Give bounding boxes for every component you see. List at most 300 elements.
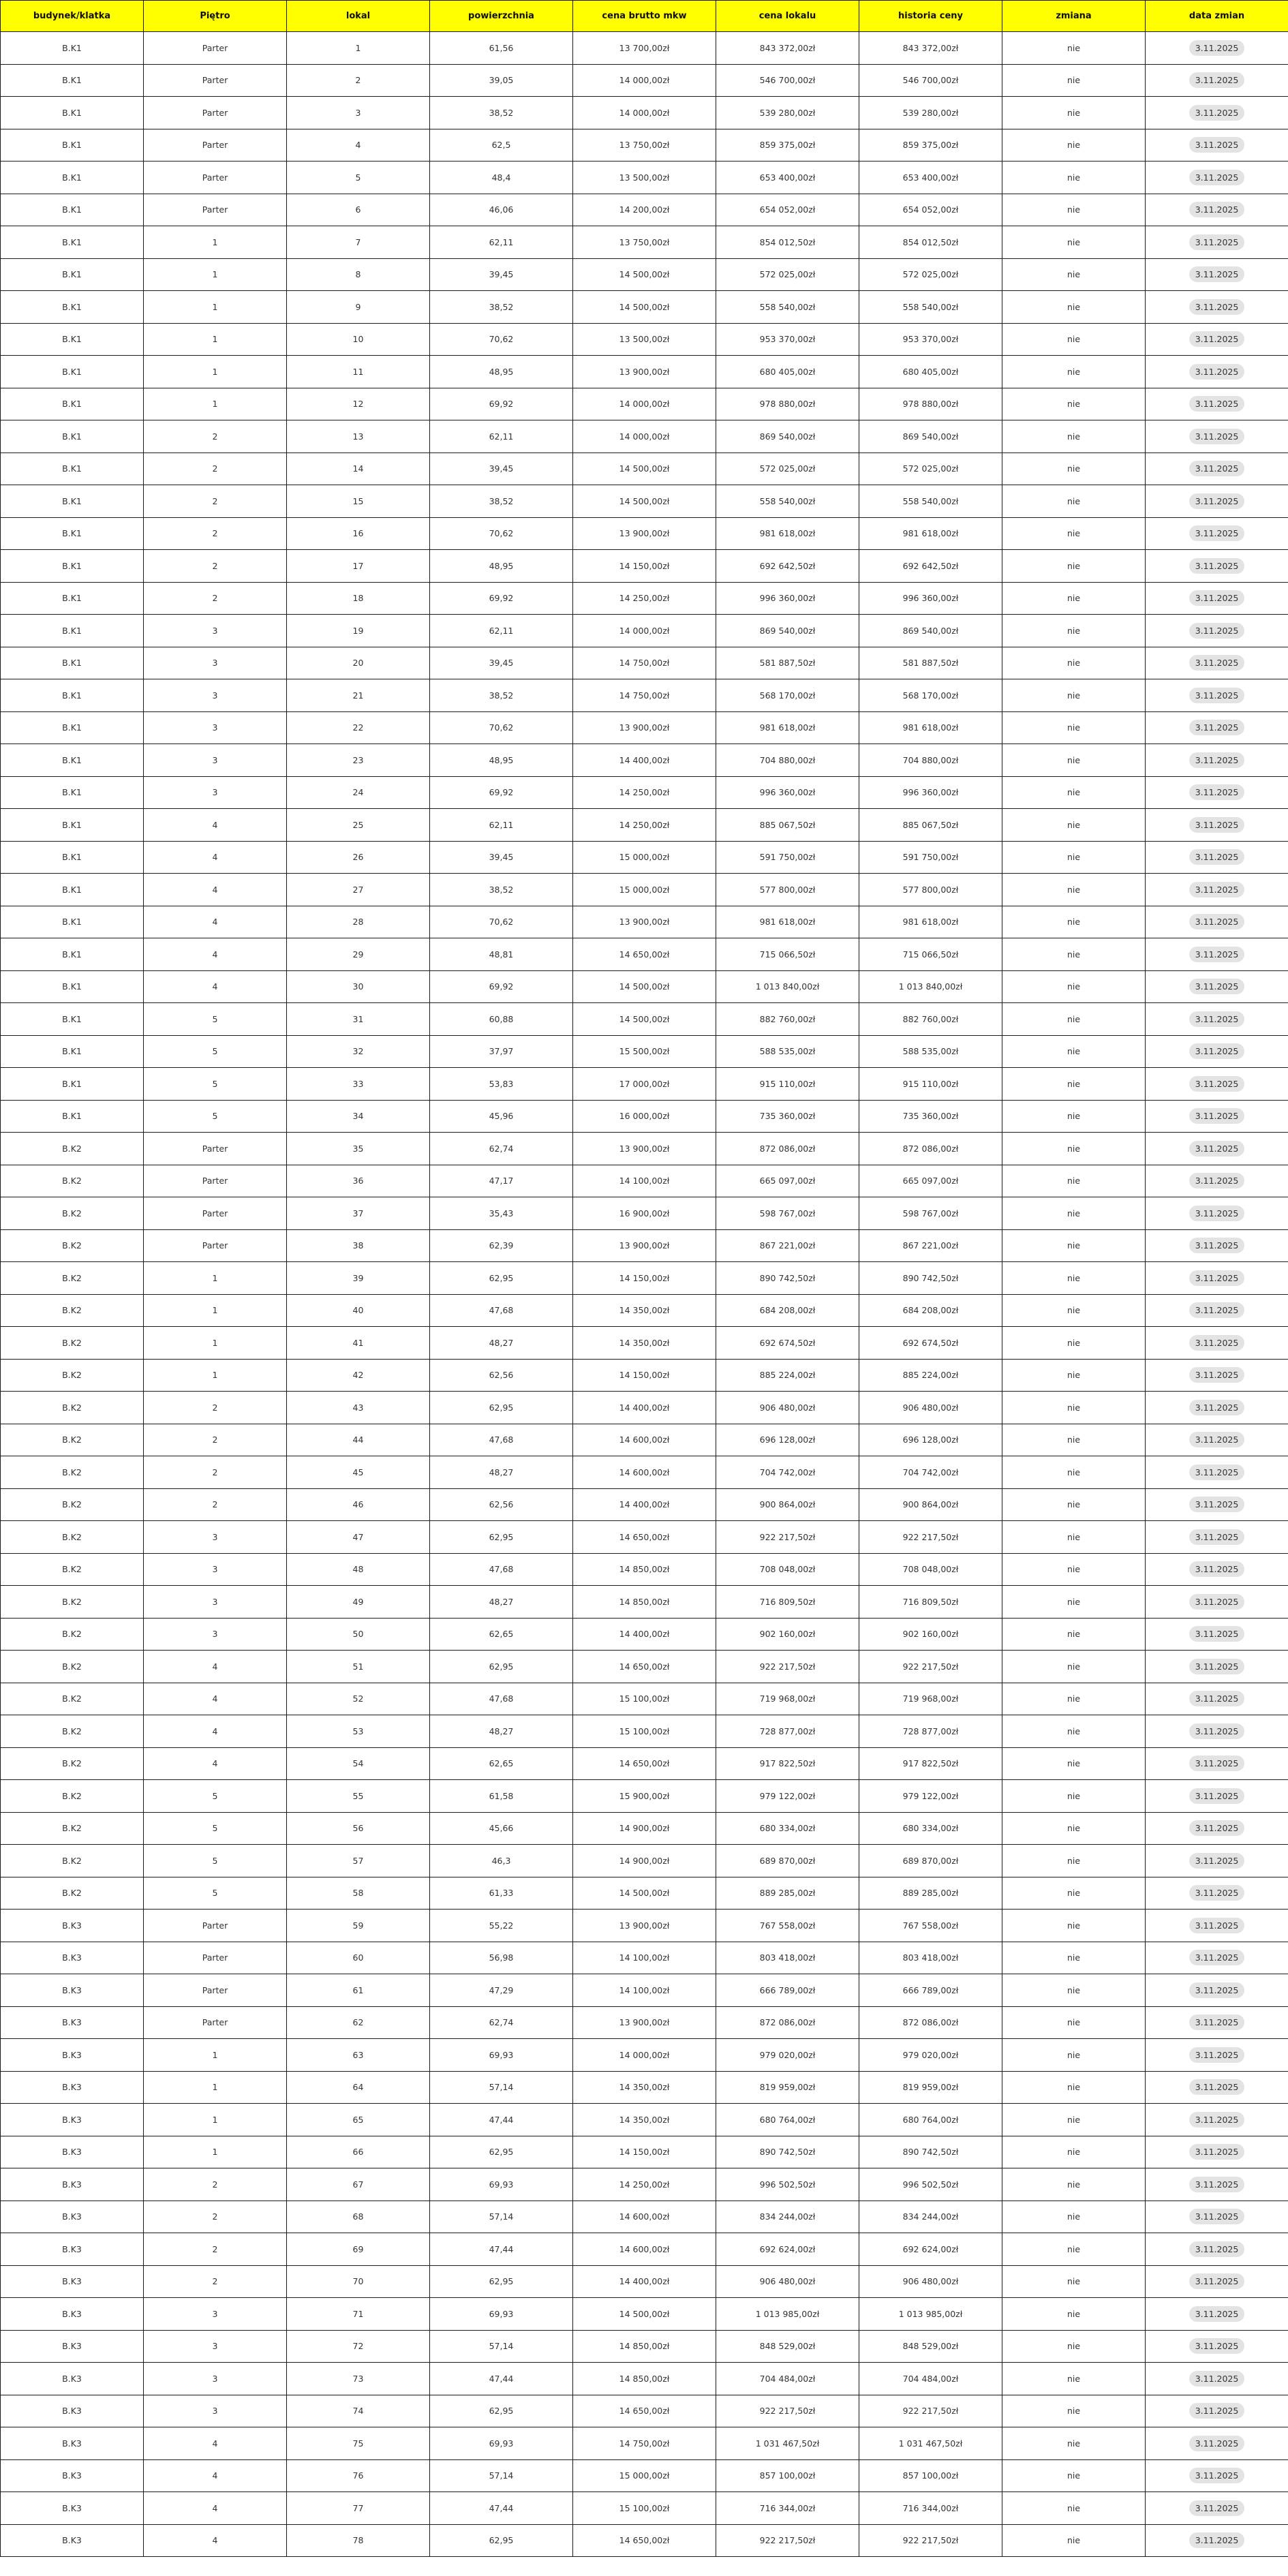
cell-cena-brutto-mkw: 14 600,00zł: [573, 2233, 716, 2266]
date-badge: 3.11.2025: [1189, 623, 1245, 639]
cell-lokal: 11: [287, 356, 430, 388]
cell-lokal: 76: [287, 2459, 430, 2492]
cell-zmiana: nie: [1002, 194, 1146, 226]
cell-zmiana: nie: [1002, 615, 1146, 647]
cell-data-zmian: [1146, 2492, 1288, 2525]
cell-cena-lokalu: 572 025,00zł: [716, 453, 859, 485]
cell-powierzchnia: 45,96: [430, 1100, 573, 1133]
table-row: [1, 841, 1288, 874]
cell-lokal: 13: [287, 420, 430, 453]
cell-cena-lokalu: 922 217,50zł: [716, 2524, 859, 2557]
cell-cena-brutto-mkw: 13 750,00zł: [573, 129, 716, 162]
cell-budynek-klatka: B.K1: [1, 906, 144, 938]
cell-lokal: 1: [287, 32, 430, 65]
cell-data-zmian: [1146, 2071, 1288, 2104]
cell-zmiana: nie: [1002, 711, 1146, 744]
cell-cena-brutto-mkw: 14 200,00zł: [573, 194, 716, 226]
cell-powierzchnia: 62,56: [430, 1488, 573, 1521]
date-badge: 3.11.2025: [1189, 1755, 1245, 1771]
cell-historia-ceny: 680 764,00zł: [859, 2104, 1002, 2136]
table-row: [1, 194, 1288, 226]
header-zmiana[interactable]: zmiana: [1002, 1, 1146, 32]
cell-data-zmian: [1146, 1359, 1288, 1392]
cell-historia-ceny: 716 344,00zł: [859, 2492, 1002, 2525]
date-badge: 3.11.2025: [1189, 396, 1245, 412]
cell-pietro: 1: [144, 323, 287, 356]
cell-powierzchnia: 69,93: [430, 2298, 573, 2331]
table-row: [1, 2330, 1288, 2363]
cell-cena-brutto-mkw: 14 250,00zł: [573, 582, 716, 615]
table-row: [1, 1262, 1288, 1295]
cell-zmiana: nie: [1002, 1877, 1146, 1910]
date-badge: 3.11.2025: [1189, 2014, 1245, 2030]
cell-powierzchnia: 69,93: [430, 2427, 573, 2460]
cell-data-zmian: [1146, 1229, 1288, 1262]
cell-lokal: 41: [287, 1327, 430, 1360]
cell-pietro: 4: [144, 809, 287, 842]
table-row: [1, 776, 1288, 809]
cell-powierzchnia: 47,44: [430, 2233, 573, 2266]
cell-historia-ceny: 654 052,00zł: [859, 194, 1002, 226]
cell-historia-ceny: 558 540,00zł: [859, 291, 1002, 324]
cell-zmiana: nie: [1002, 1715, 1146, 1748]
cell-historia-ceny: 889 285,00zł: [859, 1877, 1002, 1910]
date-badge: 3.11.2025: [1189, 1529, 1245, 1545]
header-powierzchnia[interactable]: powierzchnia: [430, 1, 573, 32]
cell-historia-ceny: 996 360,00zł: [859, 776, 1002, 809]
cell-data-zmian: [1146, 1488, 1288, 1521]
cell-budynek-klatka: B.K1: [1, 453, 144, 485]
cell-zmiana: nie: [1002, 258, 1146, 291]
cell-lokal: 46: [287, 1488, 430, 1521]
cell-budynek-klatka: B.K1: [1, 162, 144, 194]
cell-budynek-klatka: B.K3: [1, 1942, 144, 1974]
cell-pietro: 2: [144, 550, 287, 583]
cell-budynek-klatka: B.K1: [1, 517, 144, 550]
cell-pietro: 1: [144, 2071, 287, 2104]
cell-cena-lokalu: 704 484,00zł: [716, 2363, 859, 2395]
cell-pietro: Parter: [144, 1229, 287, 1262]
table-row: [1, 1715, 1288, 1748]
cell-budynek-klatka: B.K2: [1, 1294, 144, 1327]
cell-cena-lokalu: 922 217,50zł: [716, 2395, 859, 2427]
cell-lokal: 27: [287, 874, 430, 906]
cell-historia-ceny: 735 360,00zł: [859, 1100, 1002, 1133]
table-row: [1, 744, 1288, 777]
cell-cena-lokalu: 922 217,50zł: [716, 1651, 859, 1683]
date-badge: 3.11.2025: [1189, 1076, 1245, 1092]
cell-lokal: 34: [287, 1100, 430, 1133]
cell-cena-lokalu: 735 360,00zł: [716, 1100, 859, 1133]
table-row: [1, 1133, 1288, 1165]
header-pietro[interactable]: Piętro: [144, 1, 287, 32]
table-row: [1, 162, 1288, 194]
cell-powierzchnia: 46,06: [430, 194, 573, 226]
table-row: [1, 1392, 1288, 1424]
cell-powierzchnia: 62,65: [430, 1747, 573, 1780]
cell-cena-brutto-mkw: 14 250,00zł: [573, 776, 716, 809]
table-row: [1, 2039, 1288, 2072]
date-badge: 3.11.2025: [1189, 202, 1245, 217]
cell-budynek-klatka: B.K3: [1, 2395, 144, 2427]
cell-cena-lokalu: 680 334,00zł: [716, 1812, 859, 1845]
cell-pietro: Parter: [144, 1974, 287, 2007]
cell-lokal: 14: [287, 453, 430, 485]
cell-powierzchnia: 39,45: [430, 647, 573, 679]
cell-data-zmian: [1146, 1747, 1288, 1780]
cell-powierzchnia: 38,52: [430, 874, 573, 906]
cell-lokal: 20: [287, 647, 430, 679]
cell-budynek-klatka: B.K3: [1, 2492, 144, 2525]
cell-data-zmian: [1146, 2524, 1288, 2557]
cell-cena-lokalu: 867 221,00zł: [716, 1229, 859, 1262]
header-data-zmian[interactable]: data zmian: [1146, 1, 1288, 32]
cell-cena-brutto-mkw: 13 900,00zł: [573, 1229, 716, 1262]
cell-historia-ceny: 885 067,50zł: [859, 809, 1002, 842]
date-badge: 3.11.2025: [1189, 1238, 1245, 1253]
cell-data-zmian: [1146, 388, 1288, 420]
cell-zmiana: nie: [1002, 1133, 1146, 1165]
cell-cena-lokalu: 922 217,50zł: [716, 1521, 859, 1554]
cell-historia-ceny: 558 540,00zł: [859, 485, 1002, 518]
cell-cena-lokalu: 885 224,00zł: [716, 1359, 859, 1392]
cell-data-zmian: [1146, 679, 1288, 712]
header-budynek-klatka[interactable]: budynek/klatka: [1, 1, 144, 32]
cell-zmiana: nie: [1002, 1100, 1146, 1133]
table-row: [1, 453, 1288, 485]
cell-historia-ceny: 591 750,00zł: [859, 841, 1002, 874]
cell-historia-ceny: 689 870,00zł: [859, 1845, 1002, 1877]
cell-historia-ceny: 917 822,50zł: [859, 1747, 1002, 1780]
cell-budynek-klatka: B.K1: [1, 64, 144, 97]
table-row: [1, 2395, 1288, 2427]
cell-pietro: 2: [144, 2168, 287, 2201]
table-row: [1, 582, 1288, 615]
cell-budynek-klatka: B.K3: [1, 2039, 144, 2072]
cell-pietro: Parter: [144, 162, 287, 194]
cell-cena-brutto-mkw: 14 500,00zł: [573, 258, 716, 291]
cell-zmiana: nie: [1002, 1812, 1146, 1845]
cell-budynek-klatka: B.K1: [1, 582, 144, 615]
cell-pietro: 2: [144, 485, 287, 518]
cell-pietro: 1: [144, 1359, 287, 1392]
cell-cena-lokalu: 539 280,00zł: [716, 97, 859, 129]
cell-budynek-klatka: B.K3: [1, 2524, 144, 2557]
cell-cena-brutto-mkw: 13 900,00zł: [573, 1133, 716, 1165]
cell-powierzchnia: 45,66: [430, 1812, 573, 1845]
cell-historia-ceny: 981 618,00zł: [859, 711, 1002, 744]
date-badge: 3.11.2025: [1189, 655, 1245, 671]
cell-cena-brutto-mkw: 14 350,00zł: [573, 2071, 716, 2104]
cell-zmiana: nie: [1002, 1910, 1146, 1942]
table-row: [1, 2298, 1288, 2331]
date-badge: 3.11.2025: [1189, 1950, 1245, 1965]
cell-zmiana: nie: [1002, 906, 1146, 938]
date-badge: 3.11.2025: [1189, 137, 1245, 153]
cell-cena-brutto-mkw: 13 900,00zł: [573, 356, 716, 388]
cell-zmiana: nie: [1002, 323, 1146, 356]
cell-pietro: 5: [144, 1035, 287, 1068]
cell-cena-lokalu: 558 540,00zł: [716, 291, 859, 324]
cell-cena-lokalu: 689 870,00zł: [716, 1845, 859, 1877]
cell-powierzchnia: 35,43: [430, 1197, 573, 1230]
table-row: [1, 906, 1288, 938]
cell-pietro: 4: [144, 2427, 287, 2460]
cell-powierzchnia: 48,27: [430, 1715, 573, 1748]
cell-data-zmian: [1146, 1586, 1288, 1619]
cell-lokal: 60: [287, 1942, 430, 1974]
cell-budynek-klatka: B.K1: [1, 744, 144, 777]
cell-cena-brutto-mkw: 15 900,00zł: [573, 1780, 716, 1813]
cell-budynek-klatka: B.K1: [1, 258, 144, 291]
cell-powierzchnia: 62,95: [430, 1392, 573, 1424]
cell-cena-lokalu: 917 822,50zł: [716, 1747, 859, 1780]
date-badge: 3.11.2025: [1189, 558, 1245, 574]
cell-cena-lokalu: 581 887,50zł: [716, 647, 859, 679]
cell-cena-brutto-mkw: 14 750,00zł: [573, 647, 716, 679]
cell-data-zmian: [1146, 1553, 1288, 1586]
cell-pietro: 3: [144, 615, 287, 647]
cell-historia-ceny: 716 809,50zł: [859, 1586, 1002, 1619]
cell-budynek-klatka: B.K3: [1, 2427, 144, 2460]
cell-lokal: 39: [287, 1262, 430, 1295]
cell-zmiana: nie: [1002, 809, 1146, 842]
cell-zmiana: nie: [1002, 938, 1146, 971]
cell-zmiana: nie: [1002, 2459, 1146, 2492]
cell-cena-lokalu: 680 405,00zł: [716, 356, 859, 388]
cell-cena-lokalu: 979 020,00zł: [716, 2039, 859, 2072]
header-cena-brutto-mkw[interactable]: cena brutto mkw: [573, 1, 716, 32]
cell-pietro: Parter: [144, 1910, 287, 1942]
cell-pietro: 3: [144, 1553, 287, 1586]
cell-budynek-klatka: B.K2: [1, 1651, 144, 1683]
cell-data-zmian: [1146, 485, 1288, 518]
header-cena-lokalu[interactable]: cena lokalu: [716, 1, 859, 32]
cell-cena-lokalu: 591 750,00zł: [716, 841, 859, 874]
cell-powierzchnia: 62,56: [430, 1359, 573, 1392]
cell-budynek-klatka: B.K1: [1, 1003, 144, 1036]
date-badge: 3.11.2025: [1189, 914, 1245, 930]
cell-data-zmian: [1146, 2039, 1288, 2072]
cell-zmiana: nie: [1002, 1942, 1146, 1974]
cell-data-zmian: [1146, 2265, 1288, 2298]
cell-lokal: 74: [287, 2395, 430, 2427]
header-lokal[interactable]: lokal: [287, 1, 430, 32]
cell-budynek-klatka: B.K2: [1, 1521, 144, 1554]
cell-zmiana: nie: [1002, 2298, 1146, 2331]
date-badge: 3.11.2025: [1189, 882, 1245, 898]
cell-powierzchnia: 57,14: [430, 2071, 573, 2104]
date-badge: 3.11.2025: [1189, 525, 1245, 541]
cell-powierzchnia: 48,95: [430, 744, 573, 777]
cell-budynek-klatka: B.K1: [1, 1100, 144, 1133]
date-badge: 3.11.2025: [1189, 784, 1245, 800]
date-badge: 3.11.2025: [1189, 2209, 1245, 2224]
cell-cena-brutto-mkw: 14 500,00zł: [573, 1877, 716, 1910]
cell-lokal: 37: [287, 1197, 430, 1230]
date-badge: 3.11.2025: [1189, 1788, 1245, 1804]
cell-lokal: 56: [287, 1812, 430, 1845]
cell-zmiana: nie: [1002, 162, 1146, 194]
cell-budynek-klatka: B.K1: [1, 1035, 144, 1068]
cell-data-zmian: [1146, 1910, 1288, 1942]
date-badge: 3.11.2025: [1189, 2436, 1245, 2451]
date-badge: 3.11.2025: [1189, 1561, 1245, 1577]
cell-lokal: 61: [287, 1974, 430, 2007]
cell-zmiana: nie: [1002, 1359, 1146, 1392]
cell-historia-ceny: 843 372,00zł: [859, 32, 1002, 65]
date-badge: 3.11.2025: [1189, 2500, 1245, 2516]
table-row: [1, 1197, 1288, 1230]
cell-powierzchnia: 48,4: [430, 162, 573, 194]
cell-budynek-klatka: B.K1: [1, 647, 144, 679]
cell-cena-lokalu: 728 877,00zł: [716, 1715, 859, 1748]
cell-lokal: 5: [287, 162, 430, 194]
cell-historia-ceny: 696 128,00zł: [859, 1424, 1002, 1456]
cell-cena-brutto-mkw: 14 650,00zł: [573, 938, 716, 971]
table-row: [1, 2524, 1288, 2557]
cell-data-zmian: [1146, 64, 1288, 97]
header-row: [1, 1, 1288, 32]
date-badge: 3.11.2025: [1189, 1820, 1245, 1836]
table-row: [1, 1359, 1288, 1392]
cell-historia-ceny: 996 502,50zł: [859, 2168, 1002, 2201]
cell-data-zmian: [1146, 711, 1288, 744]
date-badge: 3.11.2025: [1189, 1432, 1245, 1447]
date-badge: 3.11.2025: [1189, 2306, 1245, 2322]
cell-cena-lokalu: 889 285,00zł: [716, 1877, 859, 1910]
cell-cena-lokalu: 558 540,00zł: [716, 485, 859, 518]
cell-cena-brutto-mkw: 14 350,00zł: [573, 1327, 716, 1360]
cell-historia-ceny: 979 020,00zł: [859, 2039, 1002, 2072]
date-badge: 3.11.2025: [1189, 1594, 1245, 1610]
cell-historia-ceny: 1 031 467,50zł: [859, 2427, 1002, 2460]
date-badge: 3.11.2025: [1189, 2144, 1245, 2160]
cell-pietro: 4: [144, 841, 287, 874]
table-row: [1, 1553, 1288, 1586]
cell-cena-lokalu: 869 540,00zł: [716, 615, 859, 647]
cell-cena-lokalu: 848 529,00zł: [716, 2330, 859, 2363]
table-row: [1, 1747, 1288, 1780]
cell-cena-brutto-mkw: 13 900,00zł: [573, 906, 716, 938]
date-badge: 3.11.2025: [1189, 590, 1245, 606]
cell-data-zmian: [1146, 2395, 1288, 2427]
table-row: [1, 1488, 1288, 1521]
cell-data-zmian: [1146, 938, 1288, 971]
cell-cena-lokalu: 803 418,00zł: [716, 1942, 859, 1974]
cell-data-zmian: [1146, 1068, 1288, 1101]
table-row: [1, 2006, 1288, 2039]
cell-budynek-klatka: B.K2: [1, 1488, 144, 1521]
table-row: [1, 226, 1288, 259]
cell-historia-ceny: 692 642,50zł: [859, 550, 1002, 583]
date-badge: 3.11.2025: [1189, 1400, 1245, 1415]
cell-lokal: 48: [287, 1553, 430, 1586]
cell-pietro: 4: [144, 2459, 287, 2492]
table-row: [1, 1845, 1288, 1877]
cell-cena-lokalu: 872 086,00zł: [716, 2006, 859, 2039]
table-row: [1, 2136, 1288, 2168]
cell-pietro: 5: [144, 1100, 287, 1133]
cell-pietro: 2: [144, 2265, 287, 2298]
table-row: [1, 1068, 1288, 1101]
date-badge: 3.11.2025: [1189, 688, 1245, 703]
cell-budynek-klatka: B.K1: [1, 388, 144, 420]
cell-powierzchnia: 38,52: [430, 291, 573, 324]
cell-historia-ceny: 869 540,00zł: [859, 420, 1002, 453]
cell-cena-lokalu: 978 880,00zł: [716, 388, 859, 420]
cell-zmiana: nie: [1002, 129, 1146, 162]
table-row: [1, 1812, 1288, 1845]
cell-budynek-klatka: B.K1: [1, 291, 144, 324]
cell-cena-brutto-mkw: 14 750,00zł: [573, 679, 716, 712]
cell-historia-ceny: 704 742,00zł: [859, 1456, 1002, 1489]
cell-powierzchnia: 39,45: [430, 258, 573, 291]
cell-powierzchnia: 62,95: [430, 2265, 573, 2298]
cell-cena-lokalu: 598 767,00zł: [716, 1197, 859, 1230]
cell-cena-brutto-mkw: 14 500,00zł: [573, 2298, 716, 2331]
date-badge: 3.11.2025: [1189, 817, 1245, 833]
cell-lokal: 9: [287, 291, 430, 324]
cell-lokal: 66: [287, 2136, 430, 2168]
cell-powierzchnia: 57,14: [430, 2330, 573, 2363]
cell-zmiana: nie: [1002, 1553, 1146, 1586]
date-badge: 3.11.2025: [1189, 170, 1245, 185]
cell-data-zmian: [1146, 1133, 1288, 1165]
cell-powierzchnia: 69,93: [430, 2039, 573, 2072]
cell-powierzchnia: 39,05: [430, 64, 573, 97]
cell-historia-ceny: 848 529,00zł: [859, 2330, 1002, 2363]
cell-zmiana: nie: [1002, 1262, 1146, 1295]
cell-pietro: 5: [144, 1812, 287, 1845]
date-badge: 3.11.2025: [1189, 979, 1245, 994]
table-row: [1, 2233, 1288, 2266]
cell-cena-brutto-mkw: 14 500,00zł: [573, 970, 716, 1003]
cell-powierzchnia: 69,92: [430, 582, 573, 615]
cell-pietro: Parter: [144, 1165, 287, 1197]
cell-cena-brutto-mkw: 14 350,00zł: [573, 1294, 716, 1327]
cell-data-zmian: [1146, 194, 1288, 226]
cell-pietro: 1: [144, 226, 287, 259]
date-badge: 3.11.2025: [1189, 1982, 1245, 1998]
cell-cena-brutto-mkw: 13 700,00zł: [573, 32, 716, 65]
cell-cena-lokalu: 654 052,00zł: [716, 194, 859, 226]
cell-budynek-klatka: B.K1: [1, 711, 144, 744]
table-row: [1, 1780, 1288, 1813]
cell-zmiana: nie: [1002, 1456, 1146, 1489]
cell-historia-ceny: 915 110,00zł: [859, 1068, 1002, 1101]
cell-budynek-klatka: B.K2: [1, 1845, 144, 1877]
date-badge: 3.11.2025: [1189, 1043, 1245, 1059]
cell-lokal: 78: [287, 2524, 430, 2557]
cell-pietro: 2: [144, 1392, 287, 1424]
cell-cena-brutto-mkw: 14 850,00zł: [573, 2330, 716, 2363]
cell-powierzchnia: 37,97: [430, 1035, 573, 1068]
cell-budynek-klatka: B.K1: [1, 874, 144, 906]
date-badge: 3.11.2025: [1189, 429, 1245, 444]
cell-cena-brutto-mkw: 14 900,00zł: [573, 1845, 716, 1877]
cell-cena-lokalu: 704 742,00zł: [716, 1456, 859, 1489]
date-badge: 3.11.2025: [1189, 461, 1245, 476]
cell-budynek-klatka: B.K2: [1, 1618, 144, 1651]
cell-historia-ceny: 981 618,00zł: [859, 906, 1002, 938]
cell-zmiana: nie: [1002, 2363, 1146, 2395]
cell-zmiana: nie: [1002, 1845, 1146, 1877]
header-historia-ceny[interactable]: historia ceny: [859, 1, 1002, 32]
cell-cena-lokalu: 665 097,00zł: [716, 1165, 859, 1197]
cell-historia-ceny: 902 160,00zł: [859, 1618, 1002, 1651]
cell-pietro: Parter: [144, 1133, 287, 1165]
